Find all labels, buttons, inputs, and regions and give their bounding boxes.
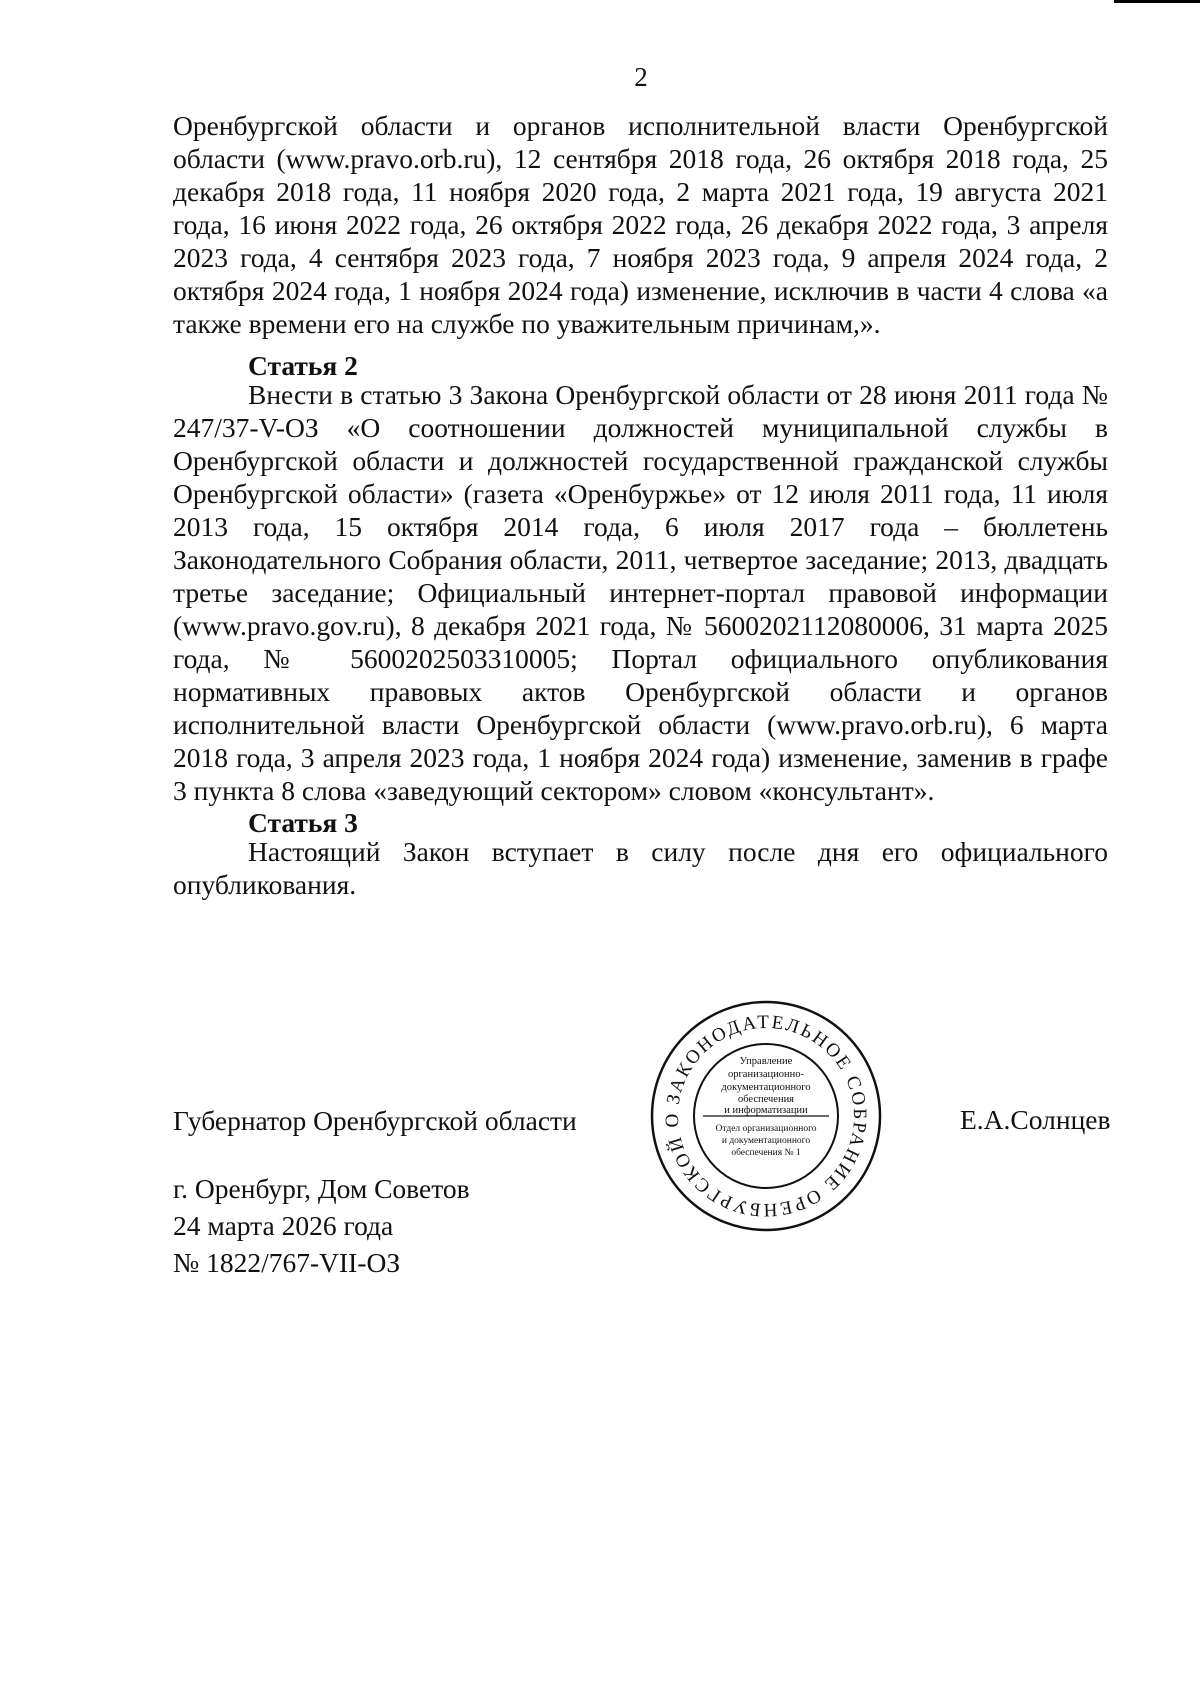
stamp-upper-line-3: документационного (721, 1082, 811, 1093)
signing-place: г. Оренбург, Дом Советов (173, 1173, 470, 1204)
stamp-upper-line-2: организационно- (728, 1069, 804, 1080)
stamp-upper-line-1: Управление (739, 1056, 793, 1067)
stamp-graphic (640, 982, 884, 1234)
law-number: № 1822/767-VII-ОЗ (173, 1247, 401, 1278)
signatory-name: Е.А.Солнцев (960, 1104, 1111, 1135)
official-stamp (640, 982, 884, 1234)
article-2-heading: Статья 2 (248, 350, 358, 381)
article-3-heading: Статья 3 (248, 807, 358, 838)
stamp-lower-line-3: обеспечения № 1 (731, 1148, 801, 1158)
article-3-text: Настоящий Закон вступает в силу после дня его официального опубликования. (173, 836, 1108, 900)
stamp-upper-line-4: обеспечения (737, 1094, 795, 1105)
stamp-ring-text: ЗАКОНОДАТЕЛЬНОЕ СОБРАНИЕ ОРЕНБУРГСКОЙ ОБЛАСТИ (640, 982, 871, 1221)
stamp-lower-line-2: и документационного (721, 1136, 811, 1146)
stamp-lower-line-1: Отдел организационного (715, 1124, 817, 1134)
scan-edge-mark (1114, 0, 1200, 3)
page-number: 2 (634, 62, 648, 92)
article-2-text: Внести в статью 3 Закона Оренбургской области от 28 июня 2011 года № 247/37-V-ОЗ «О соотношении должностей муниципальной службы в Оренбургской области и должностей государственной гражданской службы Оренбургской области» (газета «Оренбуржье» от 12 июля 2011 года, 11 июля 2013 года, 15 октября 2014 года, 6 июля 2017 года – бюллетень Законодательного Собрания области, 2011, четвертое заседание; 2013, двадцать третье заседание; Официальный интернет-портал правовой информации (www.pravo.gov.ru), 8 декабря 2021 года, № 5600202112080006, 31 марта 2025 года, № 5600202503310005; Портал официального опубликования нормативных правовых актов Оренбургской области и органов исполнительной власти Оренбургской области (www.pravo.orb.ru), 6 марта 2018 года, 3 апреля 2023 года, 1 ноября 2024 года) изменение, заменив в графе 3 пункта 8 слова «заведующий сектором» словом «консультант». (173, 379, 1108, 806)
signing-date: 24 марта 2026 года (173, 1210, 394, 1241)
intro-paragraph: Оренбургской области и органов исполнительной власти Оренбургской области (www.pravo.orb.ru), 12 сентября 2018 года, 26 октября 2018 года, 25 декабря 2018 года, 11 ноября 2020 года, 2 марта 2021 года, 19 августа 2021 года, 16 июня 2022 года, 26 октября 2022 года, 26 декабря 2022 года, 3 апреля 2023 года, 4 сентября 2023 года, 7 ноября 2023 года, 9 апреля 2024 года, 2 октября 2024 года, 1 ноября 2024 года) изменение, исключив в части 4 слова «а также времени его на службе по уважительным причинам,». (173, 110, 1108, 339)
stamp-upper-line-5: и информатизации (724, 1105, 808, 1116)
signatory-position: Губернатор Оренбургской области (173, 1105, 577, 1136)
